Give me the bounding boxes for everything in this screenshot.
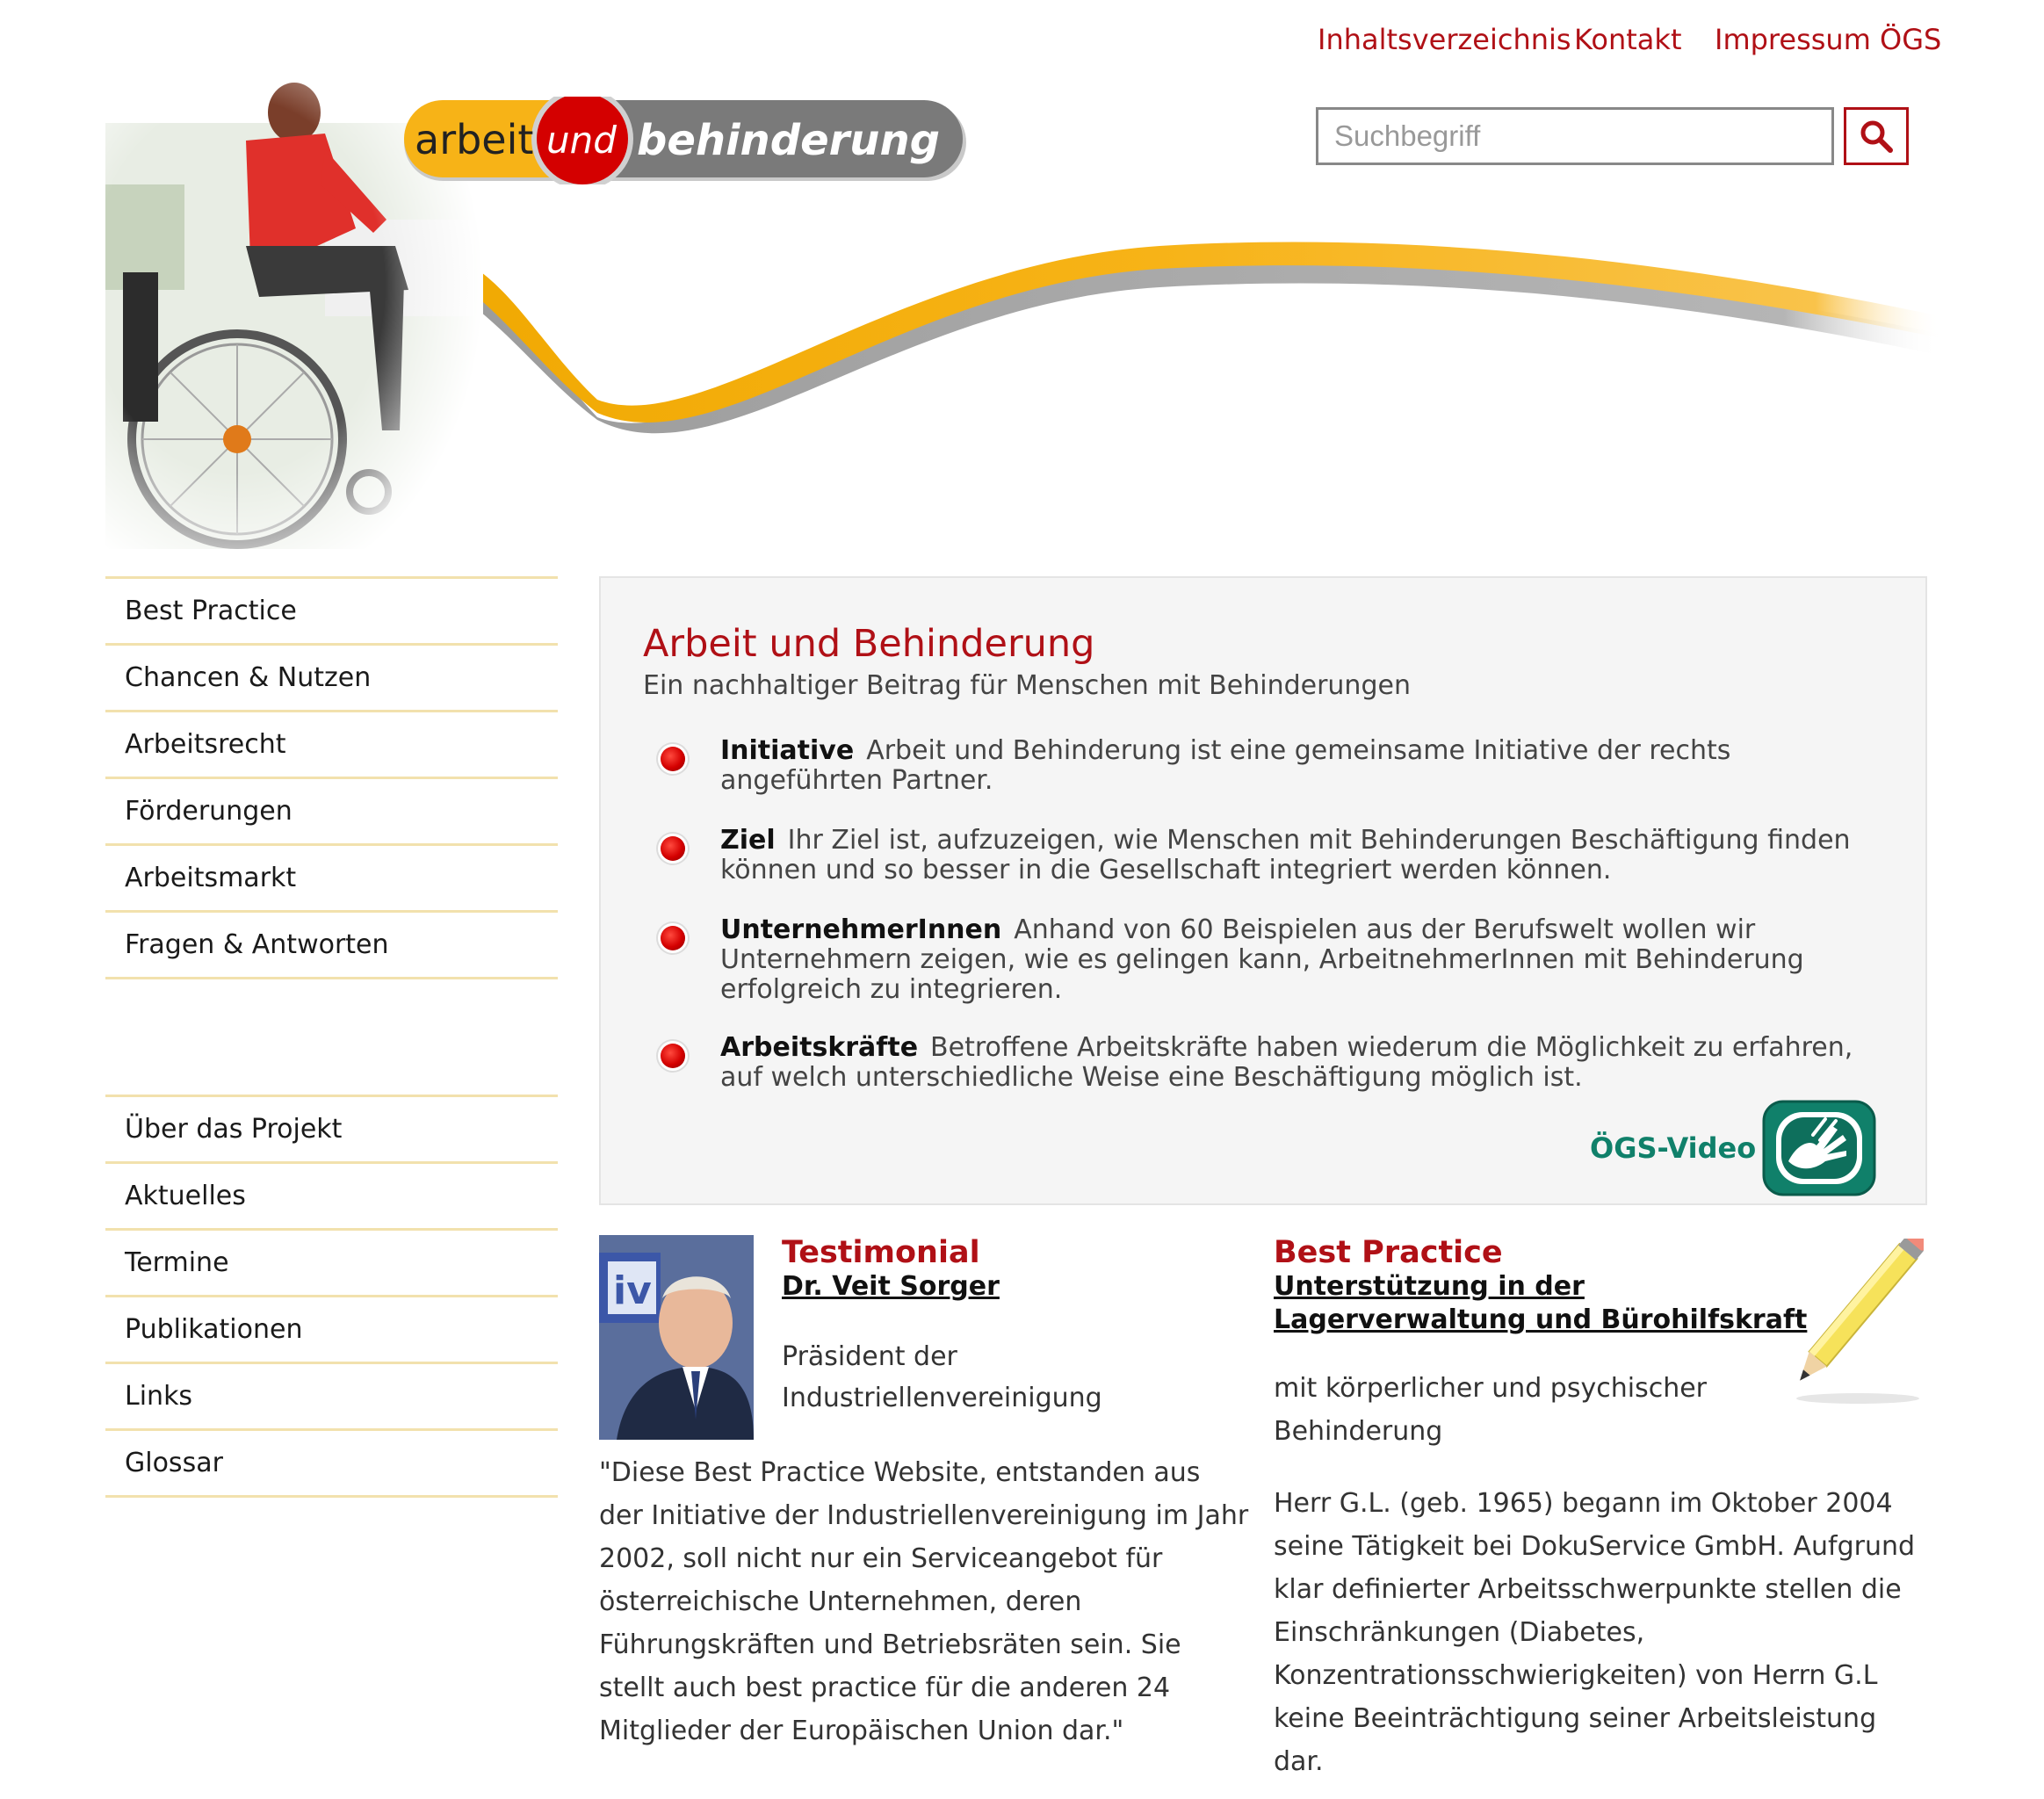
sidebar-item-chancen-nutzen[interactable]: Chancen & Nutzen <box>105 643 558 710</box>
page-title: Arbeit und Behinderung <box>643 622 1095 666</box>
sidebar-item-fragen-antworten[interactable]: Fragen & Antworten <box>105 910 558 979</box>
sidebar-item-ueber-das-projekt[interactable]: Über das Projekt <box>105 1095 558 1161</box>
bullet-text: Betroffene Arbeitskräfte haben wiederum die Möglichkeit zu erfahren, auf welch unterschiedliche Weise eine Beschäftigung möglich ist. <box>720 1032 1853 1093</box>
oegs-video-link[interactable]: ÖGS-Video <box>1590 1131 1757 1165</box>
pencil-icon <box>1774 1239 1924 1405</box>
search-icon <box>1859 119 1894 154</box>
logo-text-arbeit: arbeit <box>415 116 534 163</box>
bullet-dot-icon <box>661 1044 685 1068</box>
site-logo[interactable] <box>404 97 966 184</box>
bullet-dot-icon <box>661 926 685 950</box>
link-oegs[interactable]: ÖGS <box>1880 23 1942 56</box>
best-practice-subtitle: mit körperlicher und psychischer Behinderung <box>1274 1373 1707 1447</box>
testimonial-heading: Testimonial <box>782 1235 980 1270</box>
testimonial-name-link[interactable]: Dr. Veit Sorger <box>782 1271 1000 1302</box>
best-practice-link-line2[interactable]: Lagerverwaltung und Bürohilfskraft <box>1274 1304 1808 1335</box>
logo-text-behinderung: behinderung <box>637 116 940 165</box>
bullet-term: Initiative <box>720 735 855 766</box>
sidebar-item-aktuelles[interactable]: Aktuelles <box>105 1161 558 1228</box>
bullet-term: Arbeitskräfte <box>720 1032 919 1063</box>
sidebar-item-links[interactable]: Links <box>105 1362 558 1428</box>
portrait-logo-text: iv <box>613 1268 652 1313</box>
search-input[interactable] <box>1316 107 1834 165</box>
best-practice-link-line1[interactable]: Unterstützung in der <box>1274 1271 1585 1302</box>
bullet-dot-icon <box>661 836 685 861</box>
testimonial-portrait <box>599 1235 754 1440</box>
testimonial-quote: "Diese Best Practice Website, entstanden aus der Initiative der Industriellenvereinigung im Jahr 2002, soll nicht nur ein Serviceangebot für österreichische Unternehmen, deren Führungskräften und Betriebsräten sein. Sie stellt auch best practice für die anderen 24 Mitglieder der Europäischen Union dar." <box>599 1457 1249 1746</box>
bullet-term: UnternehmerInnen <box>720 914 1002 945</box>
testimonial-role-line1: Präsident der <box>782 1341 957 1372</box>
best-practice-heading: Best Practice <box>1274 1235 1503 1270</box>
sign-language-hands-icon[interactable] <box>1762 1100 1876 1196</box>
intro-box <box>599 576 1927 1205</box>
sidebar-item-arbeitsrecht[interactable]: Arbeitsrecht <box>105 710 558 777</box>
link-inhaltsverzeichnis[interactable]: Inhaltsverzeichnis <box>1318 23 1571 56</box>
bullet-text: Arbeit und Behinderung ist eine gemeinsame Initiative der rechts angeführten Partner. <box>720 735 1731 796</box>
sidebar-secondary-nav <box>105 1095 558 1498</box>
link-kontakt[interactable]: Kontakt <box>1574 23 1682 56</box>
bullet-term: Ziel <box>720 825 776 856</box>
sidebar-item-arbeitsmarkt[interactable]: Arbeitsmarkt <box>105 843 558 910</box>
best-practice-body: Herr G.L. (geb. 1965) begann im Oktober 2004 seine Tätigkeit bei DokuService GmbH. Aufgrund klar definierter Arbeitsschwerpunkte stellen die Einschränkungen (Diabetes, Konzentrationsschwierigkeiten) von Herrn G.L keine Beeinträchtigung seiner Arbeitsleistung dar. <box>1274 1488 1916 1777</box>
page-subtitle: Ein nachhaltiger Beitrag für Menschen mit Behinderungen <box>643 670 1411 701</box>
sidebar-item-glossar[interactable]: Glossar <box>105 1428 558 1498</box>
search-button[interactable] <box>1844 107 1909 165</box>
sidebar-item-termine[interactable]: Termine <box>105 1228 558 1295</box>
sidebar-item-publikationen[interactable]: Publikationen <box>105 1295 558 1362</box>
bullet-text: Anhand von 60 Beispielen aus der Berufswelt wollen wir Unternehmern zeigen, wie es gelingen kann, ArbeitnehmerInnen mit Behinderung erfolgreich zu integrieren. <box>720 914 1804 1005</box>
logo-text-und: und <box>546 119 617 162</box>
sidebar-primary-nav <box>105 576 558 979</box>
link-impressum[interactable]: Impressum <box>1715 23 1871 56</box>
bullet-text: Ihr Ziel ist, aufzuzeigen, wie Menschen mit Behinderungen Beschäftigung finden können und so besser in die Gesellschaft integriert werden können. <box>720 825 1851 885</box>
sidebar-item-best-practice[interactable]: Best Practice <box>105 576 558 643</box>
bullet-dot-icon <box>661 747 685 771</box>
top-navigation <box>1318 23 1942 67</box>
sidebar-item-foerderungen[interactable]: Förderungen <box>105 777 558 843</box>
testimonial-role-line2: Industriellenvereinigung <box>782 1383 1102 1413</box>
